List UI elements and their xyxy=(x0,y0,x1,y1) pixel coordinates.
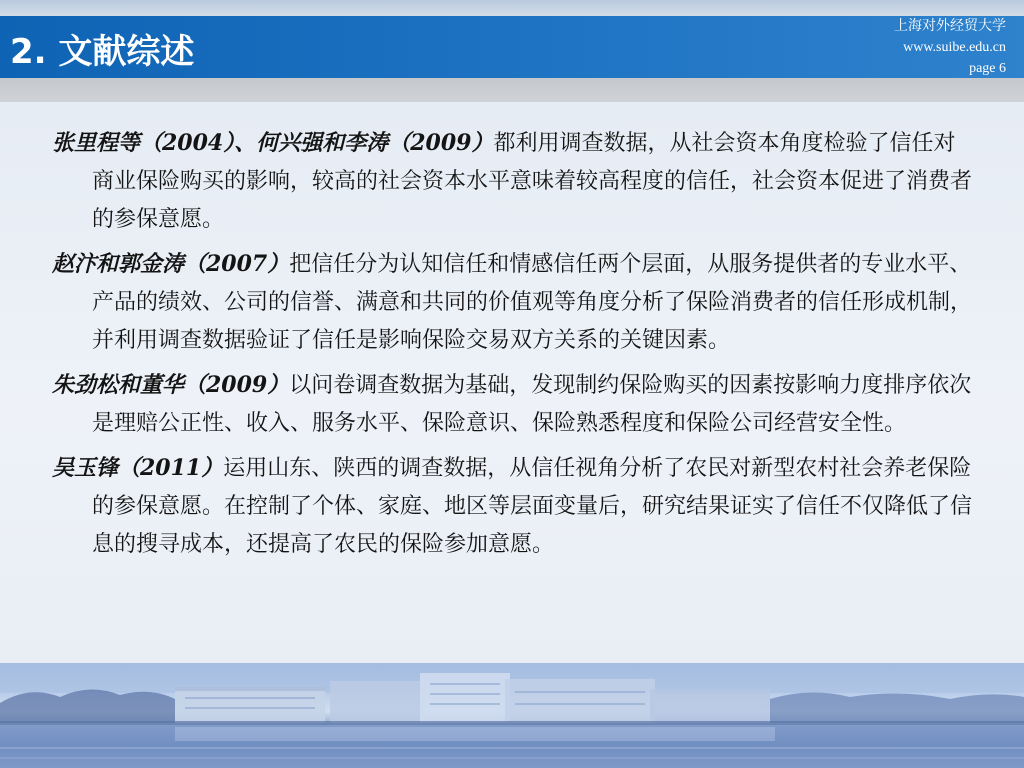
campus-skyline-illustration xyxy=(0,663,1024,768)
review-text: 都利用调查数据，从社会资本角度检验了信任对商业保险购买的影响，较高的社会资本水平意味着较高程度的信任，社会资本促进了消费者的参保意愿。 xyxy=(92,131,973,232)
slide-title: 2. 文献综述 xyxy=(10,32,195,72)
campus-photo xyxy=(0,663,1024,768)
citation: 吴玉锋（2011） xyxy=(52,455,224,481)
citation: 赵汴和郭金涛（2007） xyxy=(52,251,290,277)
review-item xyxy=(52,366,972,443)
citation: 张里程等（2004）、何兴强和李涛（2009） xyxy=(52,130,494,156)
separator-band xyxy=(0,78,1024,102)
review-item xyxy=(52,449,972,564)
review-list xyxy=(52,124,972,570)
title-bar xyxy=(0,16,1024,78)
citation: 朱劲松和董华（2009） xyxy=(52,372,290,398)
university-name: 上海对外经贸大学 xyxy=(894,19,1006,34)
website-url: www.suibe.edu.cn xyxy=(903,40,1006,55)
header-meta xyxy=(894,16,1006,79)
review-item xyxy=(52,124,972,239)
review-text: 以问卷调查数据为基础，发现制约保险购买的因素按影响力度排序依次是理赔公正性、收入、服务水平、保险意识、保险熟悉程度和保险公司经营安全性。 xyxy=(92,373,972,436)
page-number: page 6 xyxy=(969,61,1006,76)
review-item xyxy=(52,245,972,360)
content-area xyxy=(0,102,1024,663)
review-text: 把信任分为认知信任和情感信任两个层面，从服务提供者的专业水平、产品的绩效、公司的信誉、满意和共同的价值观等角度分析了保险消费者的信任形成机制，并利用调查数据验证了信任是影响保险交易双方关系的关键因素。 xyxy=(92,252,973,353)
review-text: 运用山东、陕西的调查数据，从信任视角分析了农民对新型农村社会养老保险的参保意愿。在控制了个体、家庭、地区等层面变量后，研究结果证实了信任不仅降低了信息的搜寻成本，还提高了农民的保险参加意愿。 xyxy=(92,456,973,557)
top-decor-band xyxy=(0,0,1024,16)
